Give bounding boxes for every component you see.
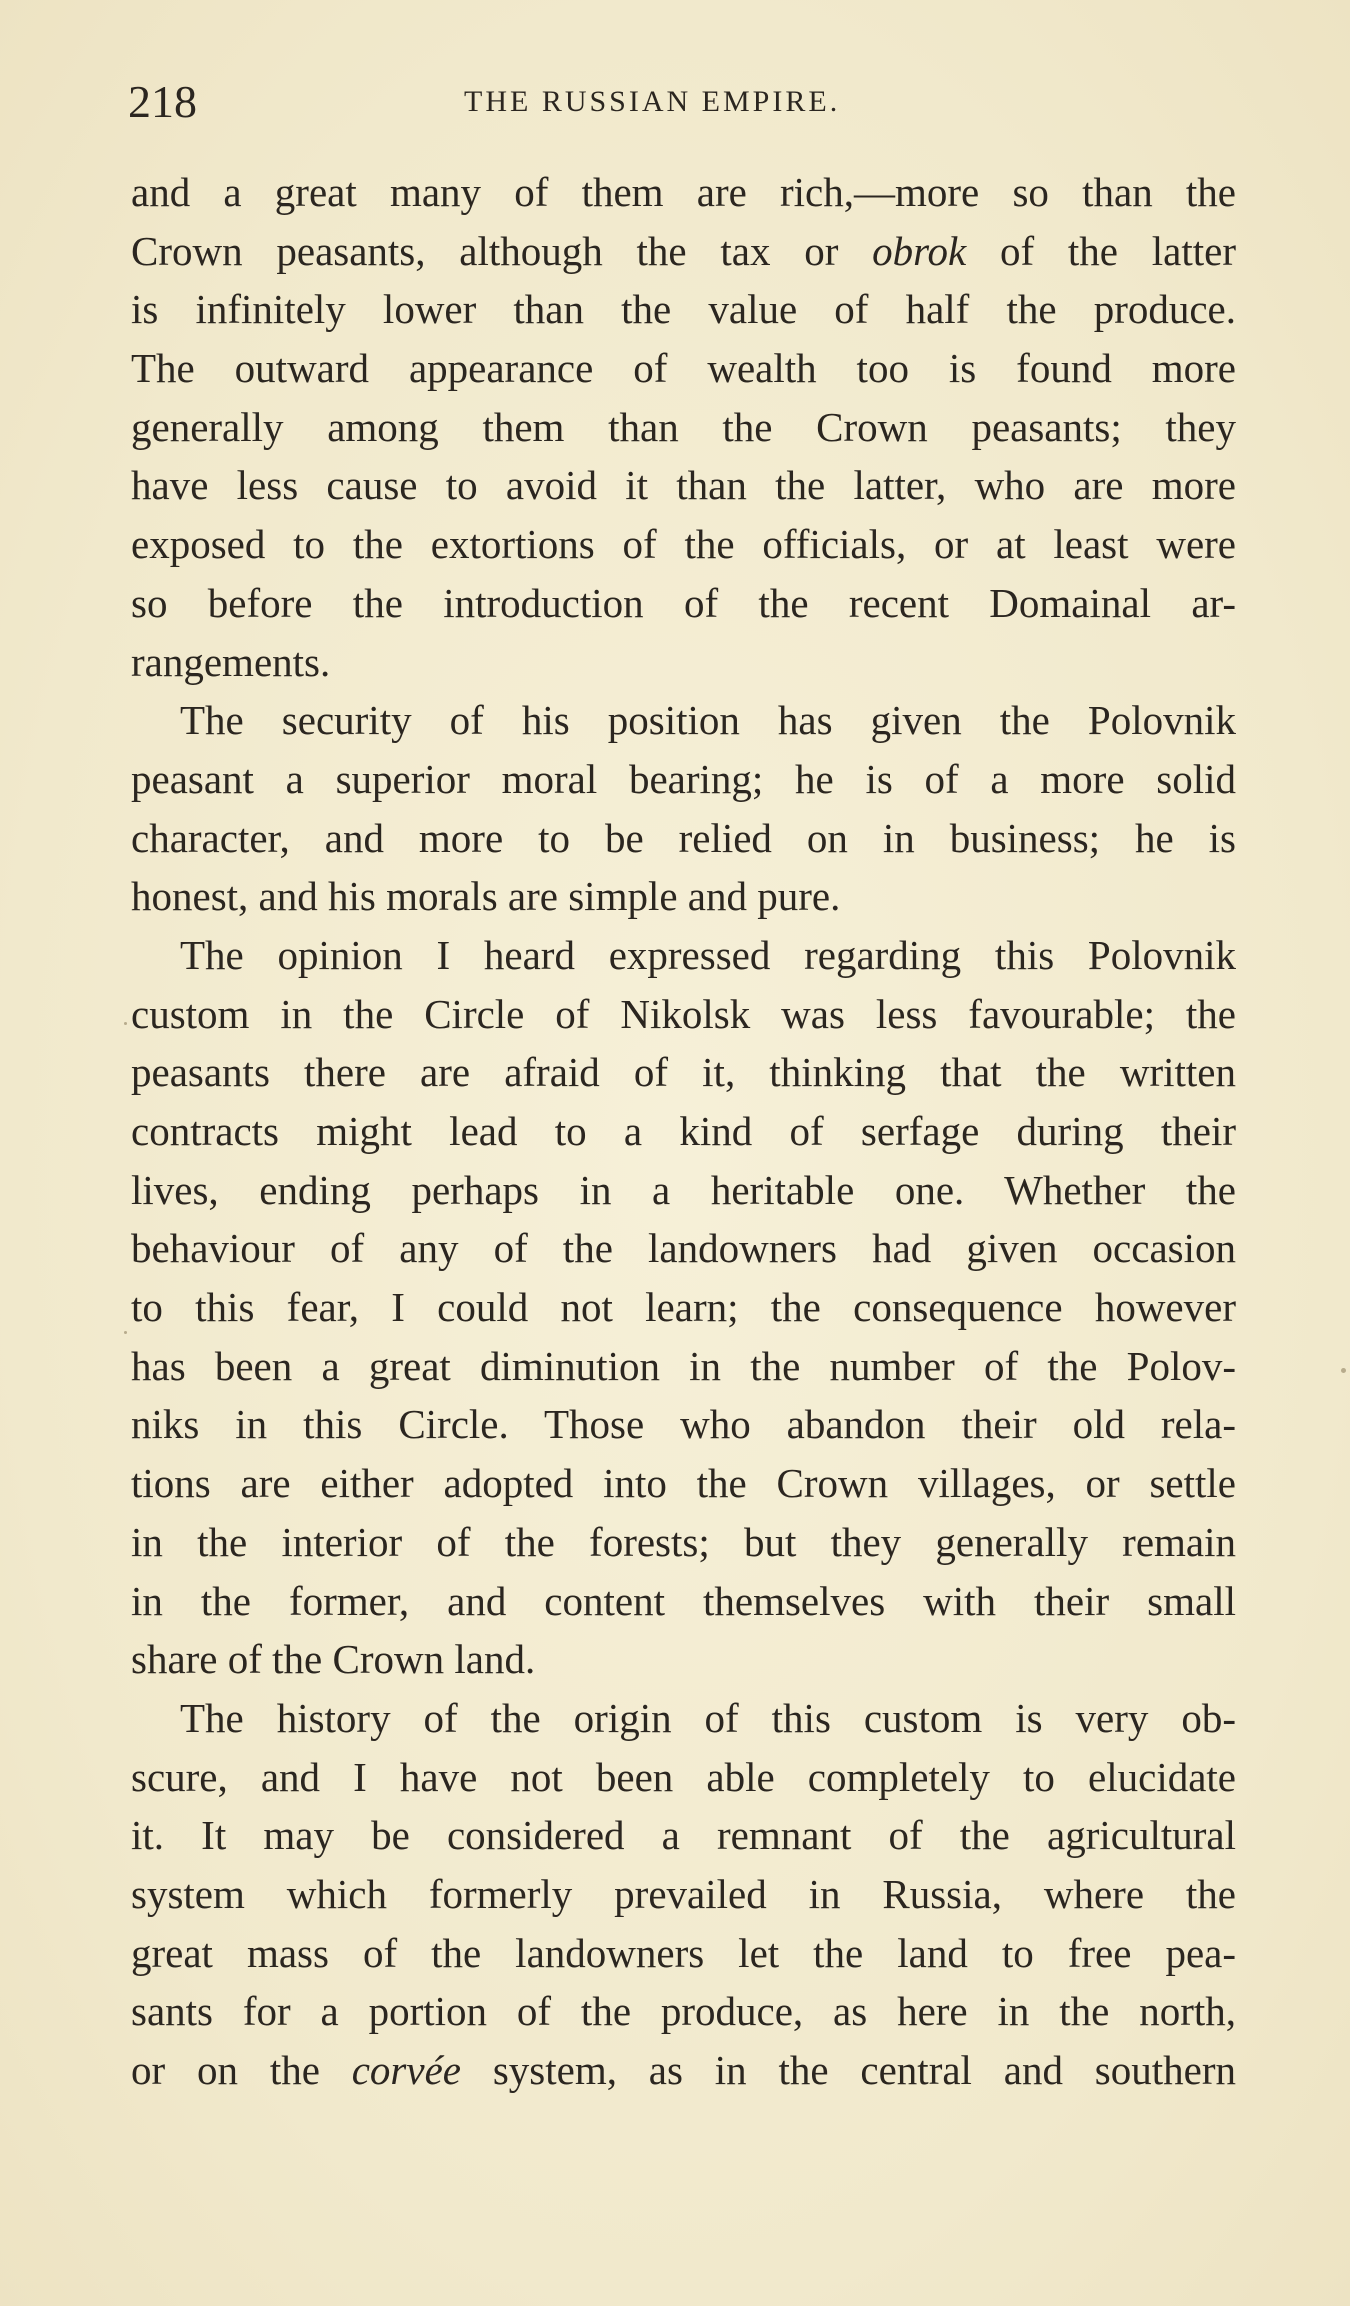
text-line: generally among them than the Crown peasants; they bbox=[131, 403, 1236, 450]
text-line: scure, and I have not been able completely to elucidate bbox=[131, 1753, 1236, 1800]
text-line: to this fear, I could not learn; the consequence however bbox=[131, 1284, 1236, 1331]
text-segment: or on the bbox=[131, 2047, 352, 2093]
text-line: The outward appearance of wealth too is found more bbox=[131, 345, 1236, 392]
text-segment: system, as in the central and southern bbox=[460, 2047, 1236, 2093]
text-line: is infinitely lower than the value of half the produce. bbox=[131, 286, 1236, 333]
text-line: so before the introduction of the recent Domainal ar- bbox=[131, 579, 1236, 626]
text-line: honest, and his morals are simple and pure. bbox=[131, 873, 841, 920]
paper-speck bbox=[1341, 1368, 1346, 1373]
italic-term: obrok bbox=[872, 227, 967, 274]
text-line: niks in this Circle. Those who abandon their old rela- bbox=[131, 1401, 1236, 1448]
text-line: rangements. bbox=[131, 638, 331, 685]
text-line: system which formerly prevailed in Russia, where the bbox=[131, 1870, 1236, 1917]
text-line: in the interior of the forests; but they generally remain bbox=[131, 1518, 1236, 1565]
text-line: exposed to the extortions of the officials, or at least were bbox=[131, 521, 1236, 568]
text-line: in the former, and content themselves with their small bbox=[131, 1577, 1236, 1624]
text-line: behaviour of any of the landowners had given occasion bbox=[131, 1225, 1236, 1272]
running-head bbox=[128, 72, 1234, 132]
text-line: contracts might lead to a kind of serfage during their bbox=[131, 1108, 1236, 1154]
text-line: The opinion I heard expressed regarding this Polovnik bbox=[180, 931, 1236, 978]
text-line: custom in the Circle of Nikolsk was less favourable; the bbox=[131, 990, 1236, 1037]
text-line: and a great many of them are rich,—more so than the bbox=[131, 169, 1236, 215]
paper-speck bbox=[124, 1331, 127, 1334]
text-line: it. It may be considered a remnant of the agricultural bbox=[131, 1812, 1236, 1859]
text-line: great mass of the landowners let the land to free pea- bbox=[131, 1929, 1236, 1976]
text-line bbox=[131, 2041, 1236, 2100]
text-segment: of the latter bbox=[966, 227, 1236, 274]
text-segment: Crown peasants, although the tax or bbox=[131, 227, 873, 274]
paper-speck bbox=[124, 1022, 127, 1025]
text-line: have less cause to avoid it than the latter, who are more bbox=[131, 462, 1236, 509]
running-title: THE RUSSIAN EMPIRE. bbox=[464, 85, 841, 118]
text-line: share of the Crown land. bbox=[131, 1636, 536, 1683]
text-line: character, and more to be relied on in business; he is bbox=[131, 814, 1236, 861]
text-line: tions are either adopted into the Crown villages, or settle bbox=[131, 1460, 1236, 1507]
italic-term: corvée bbox=[351, 2047, 461, 2093]
page-number: 218 bbox=[128, 76, 197, 127]
text-line: has been a great diminution in the number of the Polov- bbox=[131, 1342, 1236, 1389]
body-text bbox=[131, 163, 1236, 2100]
text-line: sants for a portion of the produce, as here in the north, bbox=[131, 1988, 1236, 2035]
text-line: peasants there are afraid of it, thinking that the written bbox=[131, 1049, 1236, 1096]
text-line: lives, ending perhaps in a heritable one. Whether the bbox=[131, 1166, 1236, 1213]
text-line: The security of his position has given the Polovnik bbox=[180, 697, 1236, 744]
text-line: peasant a superior moral bearing; he is of a more solid bbox=[131, 755, 1236, 802]
text-line bbox=[131, 222, 1236, 281]
text-line: The history of the origin of this custom is very ob- bbox=[180, 1694, 1236, 1741]
